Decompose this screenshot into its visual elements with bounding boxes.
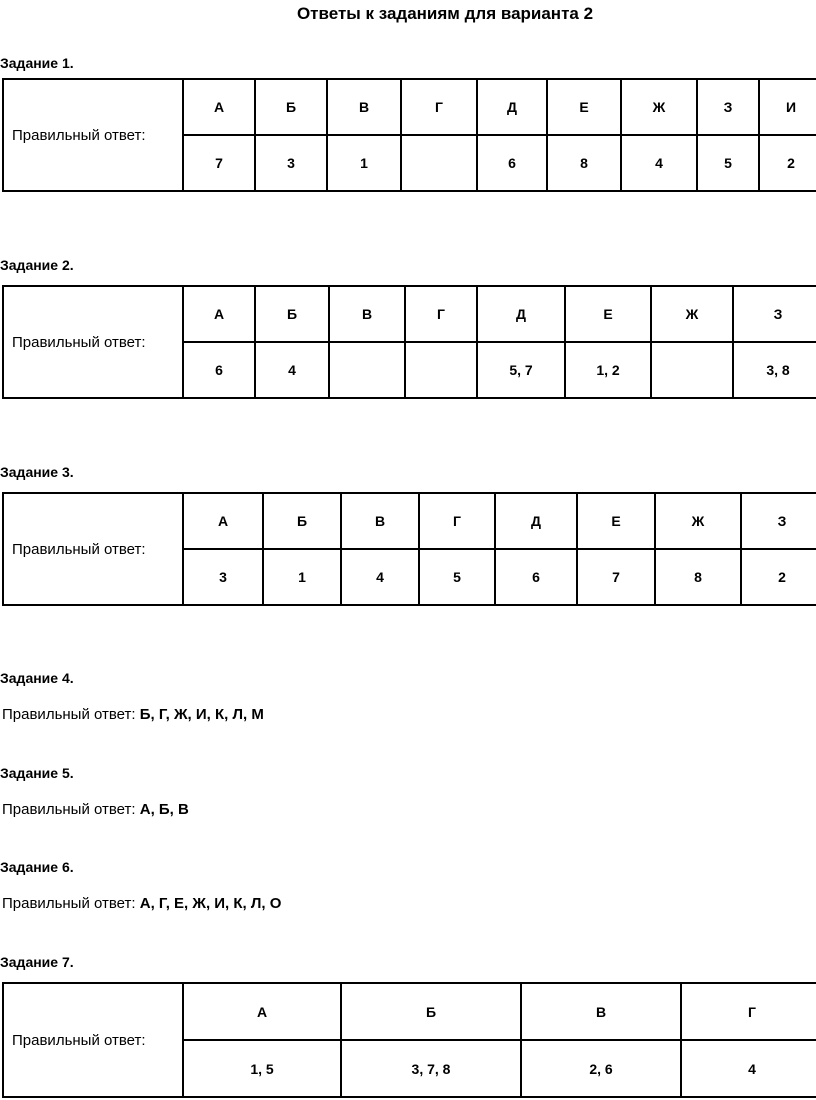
task7-heading: Задание 7. [0,954,74,970]
task1-value-cell [401,135,477,191]
task1-value-cell: 1 [327,135,401,191]
task2-table [2,285,816,399]
task1-value-cell: 4 [621,135,697,191]
task4-answer-label: Правильный ответ: [2,706,136,723]
task2-header-cell: Д [477,286,565,342]
task7-answer-label: Правильный ответ: [3,983,183,1097]
task1-header-cell: З [697,79,759,135]
task2-header-cell: Г [405,286,477,342]
task1-header-cell: Ж [621,79,697,135]
task3-value-cell: 1 [263,549,341,605]
task3-value-cell: 8 [655,549,741,605]
task3-header-cell: Б [263,493,341,549]
task1-header-cell: В [327,79,401,135]
task3-answer-label: Правильный ответ: [3,493,183,605]
task3-header-cell: З [741,493,816,549]
task1-value-cell: 3 [255,135,327,191]
task1-header-cell: А [183,79,255,135]
task3-value-cell: 2 [741,549,816,605]
task6-answer [2,895,281,912]
task2-value-cell [405,342,477,398]
task1-answer-label: Правильный ответ: [3,79,183,191]
task2-value-cell: 1, 2 [565,342,651,398]
task1-value-cell: 7 [183,135,255,191]
task2-answer-label: Правильный ответ: [3,286,183,398]
task7-table [2,982,816,1098]
task7-header-cell: А [183,983,341,1040]
task5-heading: Задание 5. [0,765,74,781]
task3-value-cell: 5 [419,549,495,605]
task3-value-cell: 6 [495,549,577,605]
page-title: Ответы к заданиям для варианта 2 [296,4,594,23]
task6-answer-label: Правильный ответ: [2,895,136,912]
task1-table [2,78,816,192]
task2-header-cell: З [733,286,816,342]
task3-table [2,492,816,606]
task6-heading: Задание 6. [0,859,74,875]
task3-header-cell: Ж [655,493,741,549]
task2-value-cell: 3, 8 [733,342,816,398]
task2-value-cell: 6 [183,342,255,398]
task1-header-cell: Б [255,79,327,135]
task7-header-cell: Б [341,983,521,1040]
task3-header-cell: Г [419,493,495,549]
task6-answer-value: А, Г, Е, Ж, И, К, Л, О [139,895,282,912]
task2-header-cell: А [183,286,255,342]
task4-heading: Задание 4. [0,670,74,686]
task7-header-cell: В [521,983,681,1040]
task3-header-cell: В [341,493,419,549]
task3-header-cell: Е [577,493,655,549]
task2-value-cell: 5, 7 [477,342,565,398]
task7-value-cell: 3, 7, 8 [341,1040,521,1097]
task3-value-cell: 3 [183,549,263,605]
task1-value-cell: 6 [477,135,547,191]
task2-header-cell: В [329,286,405,342]
task2-header-cell: Б [255,286,329,342]
task2-value-cell [651,342,733,398]
task7-header-cell: Г [681,983,816,1040]
task5-answer-value: А, Б, В [139,801,189,818]
task7-value-cell: 4 [681,1040,816,1097]
task2-value-cell [329,342,405,398]
task1-heading: Задание 1. [0,55,74,71]
task1-header-cell: Е [547,79,621,135]
task2-header-cell: Ж [651,286,733,342]
task4-answer-value: Б, Г, Ж, И, К, Л, М [139,706,264,723]
task7-value-cell: 1, 5 [183,1040,341,1097]
task3-value-cell: 7 [577,549,655,605]
task1-value-cell: 2 [759,135,816,191]
task3-value-cell: 4 [341,549,419,605]
task3-header-cell: Д [495,493,577,549]
task1-value-cell: 5 [697,135,759,191]
task2-value-cell: 4 [255,342,329,398]
task4-answer [2,706,264,723]
task3-heading: Задание 3. [0,464,74,480]
task2-header-cell: Е [565,286,651,342]
task5-answer [2,801,189,818]
task7-value-cell: 2, 6 [521,1040,681,1097]
task5-answer-label: Правильный ответ: [2,801,136,818]
task1-header-cell: Г [401,79,477,135]
task3-header-cell: А [183,493,263,549]
task1-value-cell: 8 [547,135,621,191]
task1-header-cell: Д [477,79,547,135]
task1-header-cell: И [759,79,816,135]
task2-heading: Задание 2. [0,257,74,273]
